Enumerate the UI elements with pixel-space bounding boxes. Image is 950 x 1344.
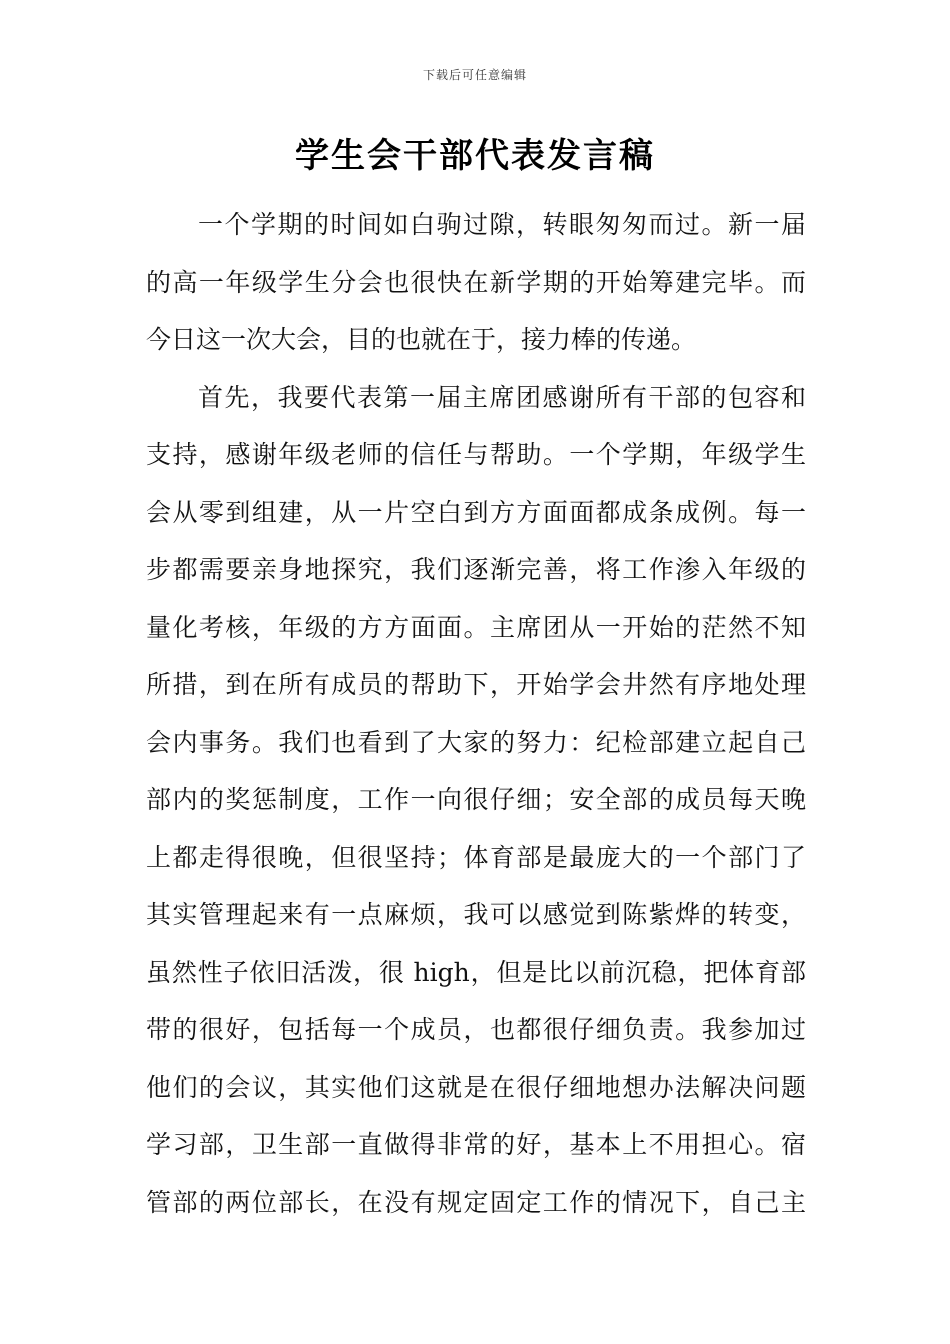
- paragraph-2-line-9: 上都走得很晚，但很坚持；体育部是最庞大的一个部门了: [146, 842, 806, 872]
- document-title: 学生会干部代表发言稿: [295, 136, 655, 176]
- paragraph-2-line-6: 所措，到在所有成员的帮助下，开始学会井然有序地处理: [146, 670, 806, 699]
- paragraph-2-line-13: 他们的会议，其实他们这就是在很仔细地想办法解决问题: [146, 1072, 806, 1102]
- paragraph-2-line-10: 其实管理起来有一点麻烦，我可以感觉到陈紫烨的转变，: [146, 900, 806, 929]
- paragraph-2-line-11: 虽然性子依旧活泼，很 high，但是比以前沉稳，把体育部: [146, 957, 806, 987]
- paragraph-1-line-3: 今日这一次大会，目的也就在于，接力棒的传递。: [146, 325, 697, 354]
- paragraph-2-line-15: 管部的两位部长，在没有规定固定工作的情况下，自己主: [146, 1187, 806, 1217]
- header-note: 下载后可任意编辑: [422, 68, 527, 82]
- paragraph-1-line-1: 一个学期的时间如白驹过隙，转眼匆匆而过。新一届: [198, 210, 806, 239]
- paragraph-2-line-4: 步都需要亲身地探究，我们逐渐完善，将工作渗入年级的: [146, 555, 806, 584]
- paragraph-2-line-3: 会从零到组建，从一片空白到方方面面都成条成例。每一: [146, 497, 806, 527]
- paragraph-2-line-2: 支持，感谢年级老师的信任与帮助。一个学期，年级学生: [146, 440, 806, 469]
- paragraph-2-line-14: 学习部，卫生部一直做得非常的好，基本上不用担心。宿: [146, 1130, 806, 1159]
- paragraph-2-line-1: 首先，我要代表第一届主席团感谢所有干部的包容和: [198, 382, 806, 412]
- paragraph-2-line-12: 带的很好，包括每一个成员，也都很仔细负责。我参加过: [146, 1015, 806, 1044]
- paragraph-2-line-7: 会内事务。我们也看到了大家的努力：纪检部建立起自己: [146, 727, 806, 757]
- document-body: [146, 196, 806, 1231]
- paragraph-2-line-8: 部内的奖惩制度，工作一向很仔细；安全部的成员每天晚: [146, 785, 806, 814]
- paragraph-1-line-2: 的高一年级学生分会也很快在新学期的开始筹建完毕。而: [146, 267, 806, 297]
- paragraph-2-line-5: 量化考核，年级的方方面面。主席团从一开始的茫然不知: [146, 612, 806, 642]
